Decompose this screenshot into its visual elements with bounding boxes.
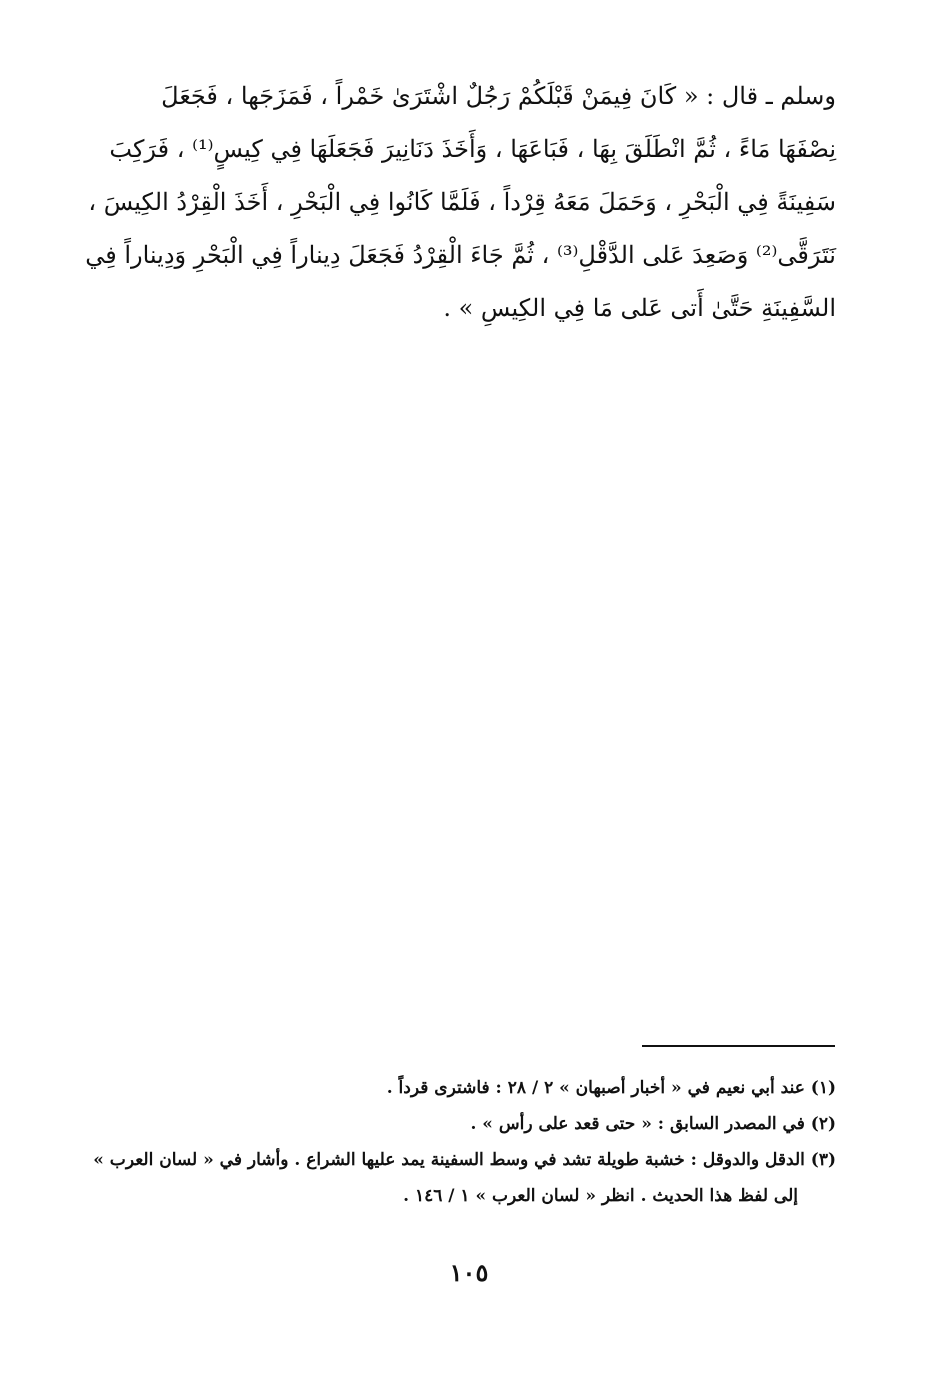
footnotes <box>93 1070 836 1214</box>
footnote-2: (٢) في المصدر السابق : « حتى قعد على رأس » . <box>470 1114 836 1134</box>
footnote-3-continuation: إلى لفظ هذا الحديث . انظر « لسان العرب » ١ / ١٤٦ . <box>403 1186 798 1206</box>
footnote-separator <box>642 1045 835 1047</box>
footnote-1: (١) عند أبي نعيم في « أخبار أصبهان » ٢ / ٢٨ : فاشترى قرداً . <box>386 1078 836 1098</box>
text-line-5: السَّفِينَةِ حَتَّىٰ أَتى عَلى مَا فِي الكِيسِ » . <box>443 294 836 322</box>
main-text-block <box>85 70 836 335</box>
footnote-3: (٣) الدقل والدوقل : خشبة طويلة تشد في وسط السفينة يمد عليها الشراع . وأشار في « لسان العرب » <box>93 1150 836 1170</box>
text-line-3: سَفِينَةً فِي الْبَحْرِ ، وَحَمَلَ مَعَهُ قِرْداً ، فَلَمَّا كَانُوا فِي الْبَحْرِ ، أَخَذَ الْقِرْدُ الكِيسَ ، <box>88 188 836 216</box>
text-line-2: نِصْفَهَا مَاءً ، ثُمَّ انْطَلَقَ بِهَا ، فَبَاعَهَا ، وَأَخَذَ دَنَانِيرَ فَجَعَلَهَا فِي كِيسٍ⁽¹⁾ ، فَرَكِبَ <box>109 135 836 163</box>
text-line-4: نَتَرَقَّى⁽²⁾ وَصَعِدَ عَلى الدَّقْلِ⁽³⁾ ، ثُمَّ جَاءَ الْقِرْدُ فَجَعَلَ دِيناراً فِي الْبَحْرِ وَدِيناراً فِي <box>85 241 836 269</box>
page-number: ١٠٥ <box>449 1258 489 1287</box>
text-line-1: وسلم ـ قال : « كَانَ فِيمَنْ قَبْلَكُمْ رَجُلٌ اشْتَرَىٰ خَمْراً ، فَمَزَجَها ، فَجَعَلَ <box>161 82 836 110</box>
